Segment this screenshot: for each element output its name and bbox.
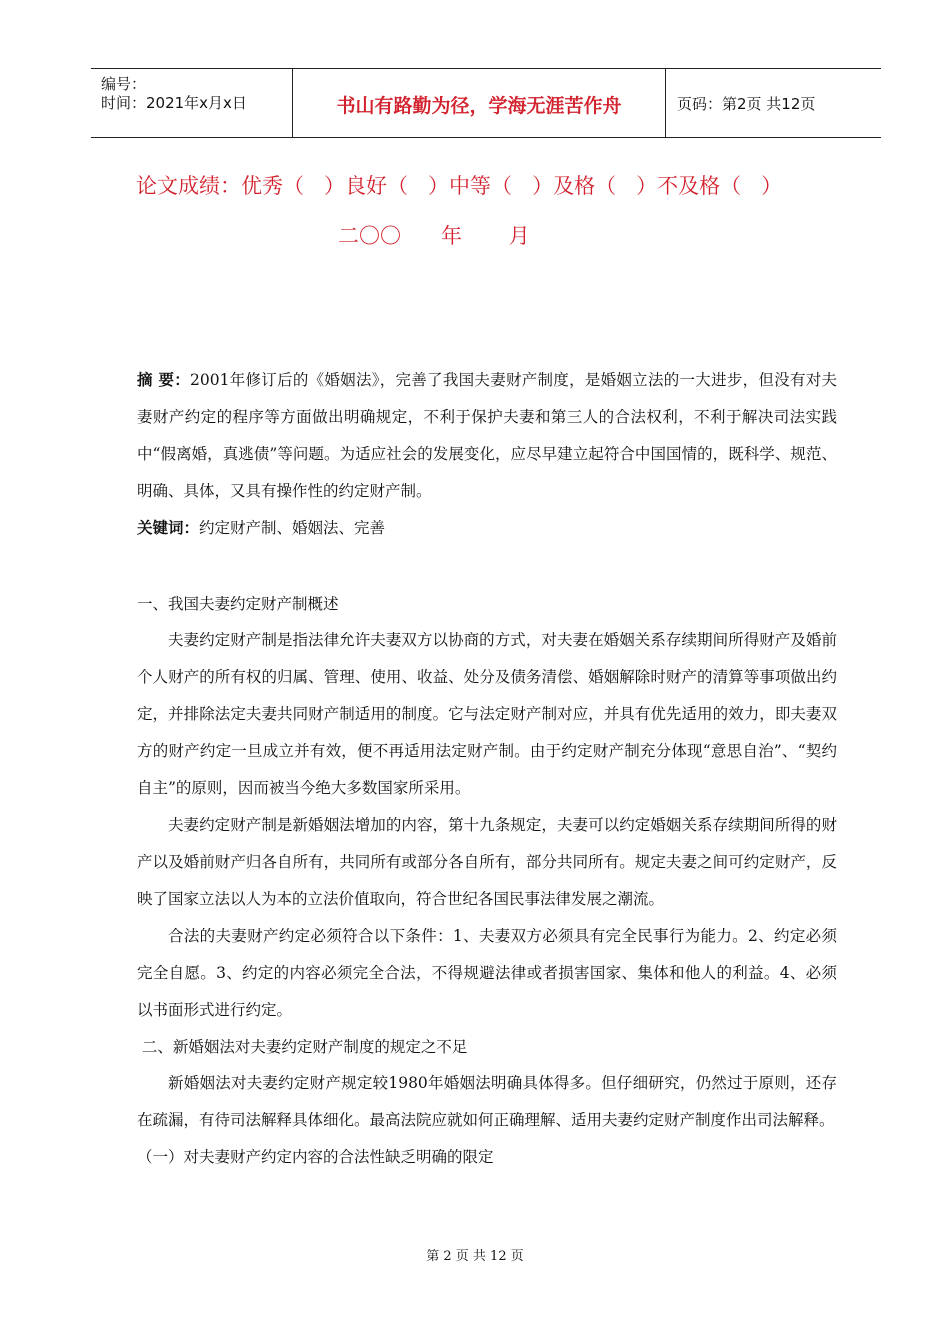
header-motto: 书山有路勤为径，学海无涯苦作舟 [336, 95, 622, 117]
keywords [137, 510, 385, 547]
page-header-table [91, 68, 881, 138]
paragraph: 夫妻约定财产制是指法律允许夫妻双方以协商的方式，对夫妻在婚姻关系存续期间所得财产及婚前个人财产的所有权的归属、管理、使用、收益、处分及债务清偿、婚姻解除时财产的清算等事项做出约定，并排除法定夫妻共同财产制适用的制度。它与法定财产制对应，并具有优先适用的效力，即夫妻双方的财产约定一旦成立并有效，便不再适用法定财产制。由于约定财产制充分体现“意思自治”、“契约自主”的原则，因而被当今绝大多数国家所采用。 [137, 631, 837, 797]
subsection-heading: （一）对夫妻财产约定内容的合法性缺乏明确的限定 [137, 1148, 494, 1166]
section-heading-2: 二、新婚姻法对夫妻约定财产制度的规定之不足 [137, 1038, 468, 1056]
abstract-text: 2001年修订后的《婚姻法》，完善了我国夫妻财产制度，是婚姻立法的一大进步，但没有对夫妻财产约定的程序等方面做出明确规定，不利于保护夫妻和第三人的合法权利，不利于解决司法实践中“假离婚，真逃债”等问题。为适应社会的发展变化，应尽早建立起符合中国国情的，既科学、规范、明确、具体，又具有操作性的约定财产制。 [137, 371, 837, 500]
keywords-label: 关键词： [137, 519, 200, 537]
page-footer: 第 2 页 共 12 页 [426, 1249, 524, 1264]
body-text [137, 586, 837, 1175]
header-motto-cell [293, 69, 666, 137]
document-number-label: 编号： [101, 75, 147, 93]
document-time-label: 时间：2021年x月x日 [101, 94, 247, 112]
date-line: 二〇〇 年 月 [338, 224, 530, 248]
header-page-cell [667, 69, 881, 137]
header-meta-cell [91, 69, 293, 137]
abstract-label: 摘 要： [137, 371, 191, 389]
paragraph: 夫妻约定财产制是新婚姻法增加的内容，第十九条规定，夫妻可以约定婚姻关系存续期间所得的财产以及婚前财产归各自所有，共同所有或部分各自所有，部分共同所有。规定夫妻之间可约定财产，反映了国家立法以人为本的立法价值取向，符合世纪各国民事法律发展之潮流。 [137, 816, 837, 908]
keywords-text: 约定财产制、婚姻法、完善 [199, 519, 386, 537]
paragraph: 新婚姻法对夫妻约定财产规定较1980年婚姻法明确具体得多。但仔细研究，仍然过于原则，还存在疏漏，有待司法解释具体细化。最高法院应就如何正确理解、适用夫妻约定财产制度作出司法解释。 [137, 1074, 837, 1129]
grade-line: 论文成绩：优秀（ ）良好（ ）中等（ ）及格（ ）不及格（ ） [136, 174, 783, 198]
paragraph: 合法的夫妻财产约定必须符合以下条件：1、夫妻双方必须具有完全民事行为能力。2、约定必须完全自愿。3、约定的内容必须完全合法，不得规避法律或者损害国家、集体和他人的利益。4、必须以书面形式进行约定。 [137, 927, 837, 1019]
section-heading-1: 一、我国夫妻约定财产制概述 [137, 595, 339, 613]
abstract [137, 362, 837, 510]
header-page-info: 页码：第2页 共12页 [677, 95, 816, 113]
